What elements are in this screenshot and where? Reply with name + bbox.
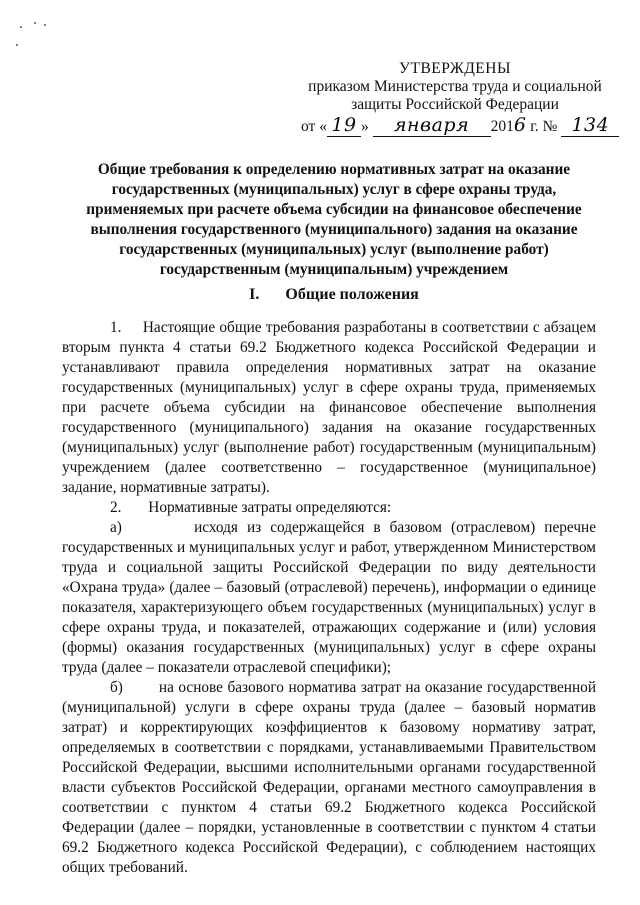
paragraph-2: [62, 498, 596, 518]
handwritten-month: января: [373, 114, 491, 137]
paragraph-a-label: а): [110, 519, 122, 536]
paragraph-b-label: б): [110, 679, 123, 696]
section-heading: [64, 286, 604, 304]
scan-speck: [20, 26, 22, 28]
section-title: Общие положения: [285, 286, 419, 303]
paragraph-a: [62, 518, 596, 678]
title-line: Общие требования к определению нормативных затрат на оказание: [97, 161, 571, 178]
paragraph-b: [62, 678, 596, 878]
date-year-suffix: г. №: [526, 118, 558, 135]
paragraph-b-text: на основе базового норматива затрат на оказание государственной (муниципальной) услуги в сфере охраны труда (далее – базовый норматив затрат) и корректирующих коэффициентов к базовому нормативу затрат, определяемых в соответствии с порядками, устанавливаемыми Правительством Российской Федерации, высшими исполнительными органами государственной власти субъектов Российской Федерации, органами местного самоуправления в соответствии с пунктом 4 статьи 69.2 Бюджетного кодекса Российской Федерации (далее – порядки, установленные в соответствии с пунктом 4 статьи 69.2 Бюджетного кодекса Российской Федерации), с соблюдением настоящих общих требований.: [62, 679, 597, 876]
approval-block: [290, 60, 620, 114]
title-line: государственным (муниципальным) учреждением: [159, 261, 509, 278]
paragraph-1-label: 1.: [110, 319, 122, 336]
document-body: [62, 318, 596, 878]
handwritten-order-number: 134: [561, 114, 619, 137]
approval-line-1: приказом Министерства труда и социальной: [308, 78, 602, 95]
scan-speck: [16, 44, 18, 46]
paragraph-1: [62, 318, 596, 498]
section-number: I.: [249, 286, 260, 303]
date-year-prefix: 201: [490, 118, 514, 135]
approval-line-2: защиты Российской Федерации: [351, 96, 559, 113]
scan-speck: [34, 22, 36, 24]
scan-speck: [44, 24, 46, 26]
paragraph-a-text: исходя из содержащейся в базовом (отраслевом) перечне государственных и муниципальных услуг и работ, утвержденном Министерством труда и социальной защиты Российской Федерации по виду деятельности «Охрана труда» (далее – базовый (отраслевой) перечень), информации о единице показателя, характеризующего объем государственных (муниципальных) услуг в сфере охраны труда, и показателей, отражающих содержание и (или) условия (формы) оказания государственных (муниципальных) услуг в сфере охраны труда (далее – показатели отраслевой специфики);: [62, 519, 597, 676]
date-prefix: от «: [301, 118, 327, 135]
paragraph-2-text: Нормативные затраты определяются:: [148, 499, 392, 516]
title-line: выполнения государственного (муниципального) задания на оказание: [90, 221, 578, 238]
title-line: государственных (муниципальных) услуг в сфере охраны труда,: [111, 181, 557, 198]
date-mid: »: [360, 118, 369, 135]
document-title: [64, 160, 604, 280]
handwritten-day: 19: [327, 114, 361, 137]
paragraph-2-label: 2.: [110, 499, 122, 516]
approval-date-line: [301, 114, 619, 137]
approval-title: УТВЕРЖДЕНЫ: [399, 60, 511, 77]
title-line: государственных (муниципальных) услуг (выполнение работ): [119, 241, 549, 258]
title-line: применяемых при расчете объема субсидии на финансовое обеспечение: [86, 201, 582, 218]
handwritten-year-digit: 6: [513, 114, 527, 136]
paragraph-1-text: Настоящие общие требования разработаны в соответствии с абзацем вторым пункта 4 статьи 69.2 Бюджетного кодекса Российской Федерации и устанавливают правила определения нормативных затрат на оказание государственных (муниципальных) услуг в сфере охраны труда, применяемых при расчете объема субсидии на финансовое обеспечение выполнения государственного (муниципального) задания на оказание государственных (муниципальных) услуг (выполнение работ) государственным (муниципальным) учреждением (далее соответственно – государственное (муниципальное) задание, нормативные затраты).: [62, 319, 596, 496]
